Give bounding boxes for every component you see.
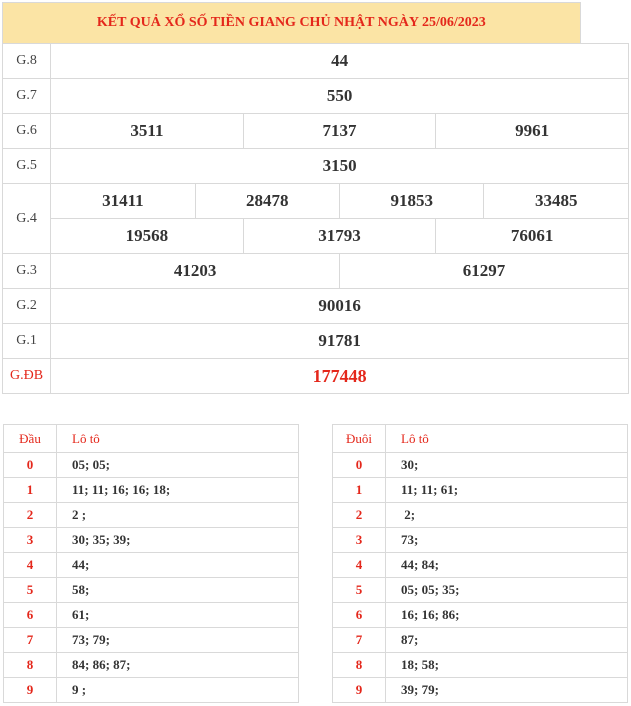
loto-cell: 44; bbox=[57, 553, 299, 578]
prize-label: G.7 bbox=[3, 79, 51, 114]
digit-cell: 4 bbox=[333, 553, 386, 578]
loto-cell: 2 ; bbox=[57, 503, 299, 528]
digit-cell: 2 bbox=[333, 503, 386, 528]
table-row bbox=[4, 653, 299, 678]
prize-number: 31411 bbox=[51, 184, 195, 219]
prize-label: G.8 bbox=[3, 44, 51, 79]
digit-cell: 3 bbox=[4, 528, 57, 553]
table-row bbox=[333, 653, 628, 678]
table-row bbox=[4, 478, 299, 503]
prize-label: G.ĐB bbox=[3, 359, 51, 394]
table-row bbox=[4, 503, 299, 528]
prize-number: 44 bbox=[51, 44, 629, 79]
prize-number: 19568 bbox=[51, 219, 244, 254]
digit-cell: 1 bbox=[4, 478, 57, 503]
loto-cell: 44; 84; bbox=[386, 553, 628, 578]
table-row bbox=[4, 553, 299, 578]
prize-number: 76061 bbox=[436, 219, 629, 254]
digit-cell: 7 bbox=[333, 628, 386, 653]
table-row bbox=[333, 528, 628, 553]
loto-cell: 18; 58; bbox=[386, 653, 628, 678]
loto-cell: 9 ; bbox=[57, 678, 299, 703]
digit-cell: 6 bbox=[333, 603, 386, 628]
prize-row-g4-second bbox=[3, 219, 629, 254]
special-prize-number: 177448 bbox=[51, 359, 629, 394]
loto-cell: 87; bbox=[386, 628, 628, 653]
prize-label: G.2 bbox=[3, 289, 51, 324]
digit-cell: 9 bbox=[333, 678, 386, 703]
digit-cell: 5 bbox=[333, 578, 386, 603]
loto-cell: 2; bbox=[386, 503, 628, 528]
loto-cell: 30; bbox=[386, 453, 628, 478]
table-row bbox=[4, 628, 299, 653]
prize-label: G.6 bbox=[3, 114, 51, 149]
table-row bbox=[4, 578, 299, 603]
digit-cell: 4 bbox=[4, 553, 57, 578]
prize-number: 41203 bbox=[51, 254, 340, 289]
prize-label: G.5 bbox=[3, 149, 51, 184]
prize-number: 91853 bbox=[339, 184, 483, 219]
loto-cell: 05; 05; bbox=[57, 453, 299, 478]
dau-loto-table bbox=[3, 424, 299, 703]
prize-number: 9961 bbox=[436, 114, 629, 149]
table-row bbox=[333, 503, 628, 528]
loto-cell: 05; 05; 35; bbox=[386, 578, 628, 603]
prize-number: 550 bbox=[51, 79, 629, 114]
loto-cell: 73; 79; bbox=[57, 628, 299, 653]
table-row bbox=[333, 578, 628, 603]
digit-cell: 0 bbox=[333, 453, 386, 478]
digit-cell: 6 bbox=[4, 603, 57, 628]
prize-number: 28478 bbox=[195, 184, 339, 219]
prize-row-g8 bbox=[3, 44, 629, 79]
digit-cell: 3 bbox=[333, 528, 386, 553]
prize-row-g3 bbox=[3, 254, 629, 289]
prize-row-special bbox=[3, 359, 629, 394]
loto-cell: 39; 79; bbox=[386, 678, 628, 703]
table-row bbox=[333, 478, 628, 503]
loto-cell: 84; 86; 87; bbox=[57, 653, 299, 678]
table-row bbox=[4, 528, 299, 553]
prize-row-g5 bbox=[3, 149, 629, 184]
duoi-loto-table bbox=[332, 424, 628, 703]
prize-label: G.4 bbox=[3, 184, 51, 254]
table-row bbox=[333, 553, 628, 578]
digit-cell: 2 bbox=[4, 503, 57, 528]
prize-row-g2 bbox=[3, 289, 629, 324]
prize-label: G.1 bbox=[3, 324, 51, 359]
table-row bbox=[4, 678, 299, 703]
digit-cell: 9 bbox=[4, 678, 57, 703]
loto-cell: 16; 16; 86; bbox=[386, 603, 628, 628]
digit-cell: 1 bbox=[333, 478, 386, 503]
prize-row-g4 bbox=[3, 184, 629, 219]
table-row bbox=[4, 603, 299, 628]
table-row bbox=[333, 603, 628, 628]
prize-row-g1 bbox=[3, 324, 629, 359]
prize-number: 61297 bbox=[339, 254, 628, 289]
digit-cell: 0 bbox=[4, 453, 57, 478]
prize-row-g6 bbox=[3, 114, 629, 149]
table-row bbox=[4, 453, 299, 478]
loto-cell: 11; 11; 16; 16; 18; bbox=[57, 478, 299, 503]
loto-cell: 73; bbox=[386, 528, 628, 553]
table-row bbox=[333, 453, 628, 478]
digit-cell: 8 bbox=[333, 653, 386, 678]
digit-cell: 7 bbox=[4, 628, 57, 653]
prize-number: 3150 bbox=[51, 149, 629, 184]
prize-label: G.3 bbox=[3, 254, 51, 289]
loto-cell: 11; 11; 61; bbox=[386, 478, 628, 503]
table-row bbox=[333, 628, 628, 653]
prize-number: 3511 bbox=[51, 114, 244, 149]
prize-number: 90016 bbox=[51, 289, 629, 324]
loto-header: Lô tô bbox=[386, 425, 628, 453]
table-row bbox=[333, 678, 628, 703]
results-table bbox=[2, 2, 629, 394]
dau-header: Đầu bbox=[4, 425, 57, 453]
prize-row-g7 bbox=[3, 79, 629, 114]
loto-cell: 61; bbox=[57, 603, 299, 628]
results-title: KẾT QUẢ XỔ SỐ TIỀN GIANG CHỦ NHẬT NGÀY 25/06/2023 bbox=[3, 3, 581, 44]
duoi-header: Đuôi bbox=[333, 425, 386, 453]
prize-number: 33485 bbox=[484, 184, 629, 219]
prize-number: 7137 bbox=[243, 114, 436, 149]
loto-cell: 58; bbox=[57, 578, 299, 603]
prize-number: 31793 bbox=[243, 219, 436, 254]
digit-cell: 8 bbox=[4, 653, 57, 678]
loto-cell: 30; 35; 39; bbox=[57, 528, 299, 553]
digit-cell: 5 bbox=[4, 578, 57, 603]
prize-number: 91781 bbox=[51, 324, 629, 359]
loto-header: Lô tô bbox=[57, 425, 299, 453]
